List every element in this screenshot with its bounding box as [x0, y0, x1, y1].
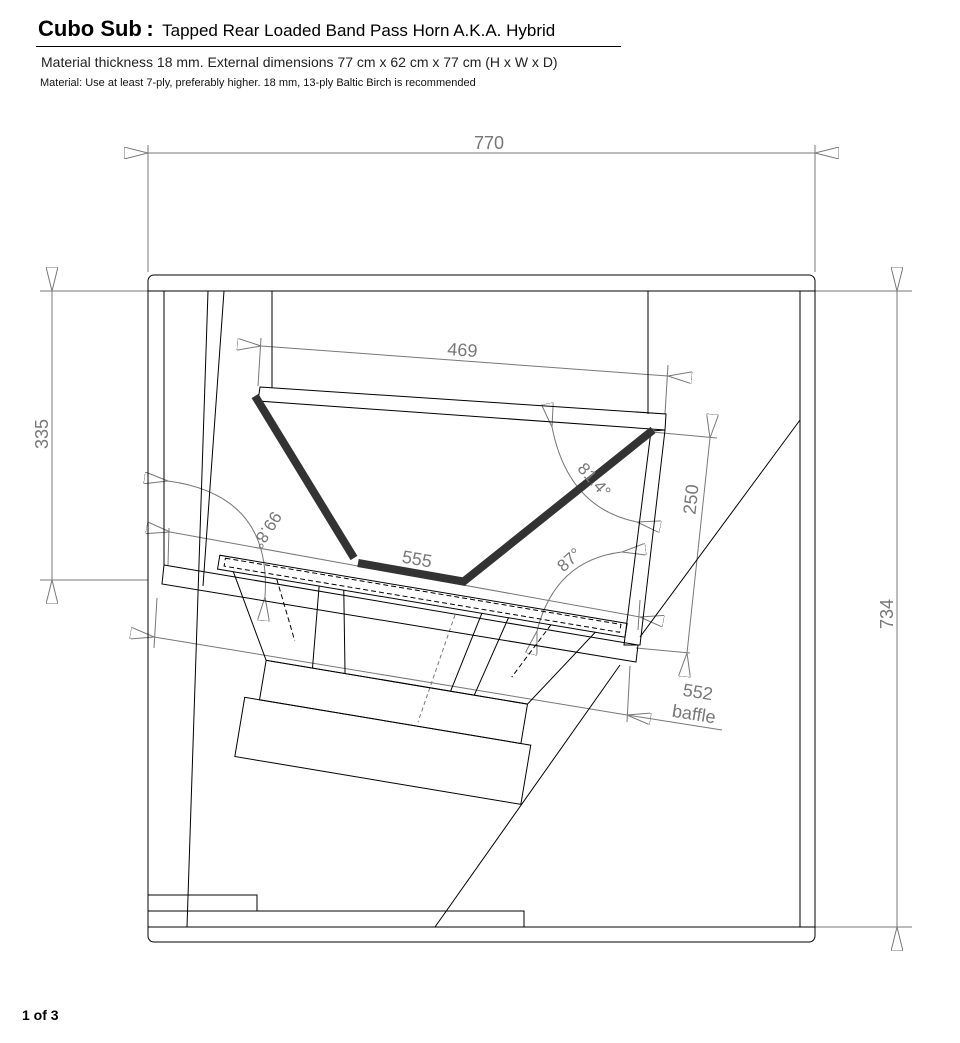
driver-basket-strut [330, 590, 358, 673]
extension-line [154, 598, 157, 648]
inner-box [148, 291, 815, 927]
throat-label: 555 [400, 546, 434, 572]
width-dimension-label: 770 [473, 133, 505, 153]
left-height-label: 335 [32, 418, 52, 450]
baffle-value-label: 552 [681, 679, 715, 705]
front-wall-outer [187, 291, 208, 927]
driver-magnet [260, 660, 528, 743]
driver-motor [235, 697, 531, 804]
extension-line [258, 338, 261, 386]
title-separator: : [146, 16, 154, 41]
right-panel-label: 250 [679, 483, 703, 516]
angle-lower-label: 87° [553, 544, 586, 576]
drawing-title: Cubo Sub [38, 16, 142, 41]
extension-line [627, 666, 630, 722]
extension-line [638, 600, 640, 630]
extension-line [168, 528, 169, 565]
subwoofer-driver [187, 555, 627, 816]
angle-arc-lower [537, 552, 622, 631]
material-thickness-text: Material thickness 18 mm. External dimensions 77 cm x 62 cm x 77 cm (H x W x D) [41, 54, 558, 70]
driver-cone [220, 572, 596, 713]
top-slanted-panel [258, 387, 666, 430]
material-note-text: Material: Use at least 7-ply, preferably higher. 18 mm, 13-ply Baltic Birch is recommended [40, 77, 476, 89]
right-slanted-panel [624, 430, 665, 645]
extension-line [652, 432, 717, 438]
driver-basket-strut [474, 614, 508, 698]
page-number: 1 of 3 [22, 1007, 59, 1023]
driver-basket-strut [306, 586, 326, 668]
bottom-plate [148, 911, 524, 927]
right-panel-dimension-line [687, 438, 710, 653]
extension-line [665, 365, 668, 414]
extension-line [636, 648, 690, 653]
dimension-lines [40, 145, 912, 927]
angle-right-label: 81.4° [573, 459, 615, 502]
horn-diagonal-upper [640, 420, 800, 637]
outer-box [148, 275, 815, 942]
bottom-brace [148, 895, 257, 911]
drawing-subtitle: Tapped Rear Loaded Band Pass Horn A.K.A. Hybrid [162, 21, 556, 40]
top-panel-label: 469 [446, 338, 479, 362]
angle-left-label: 99.8° [248, 507, 286, 552]
right-height-label: 734 [877, 598, 897, 630]
baffle-text-label: baffle [670, 700, 718, 728]
cabinet-structure [148, 275, 815, 942]
driver-basket-strut [451, 610, 482, 694]
